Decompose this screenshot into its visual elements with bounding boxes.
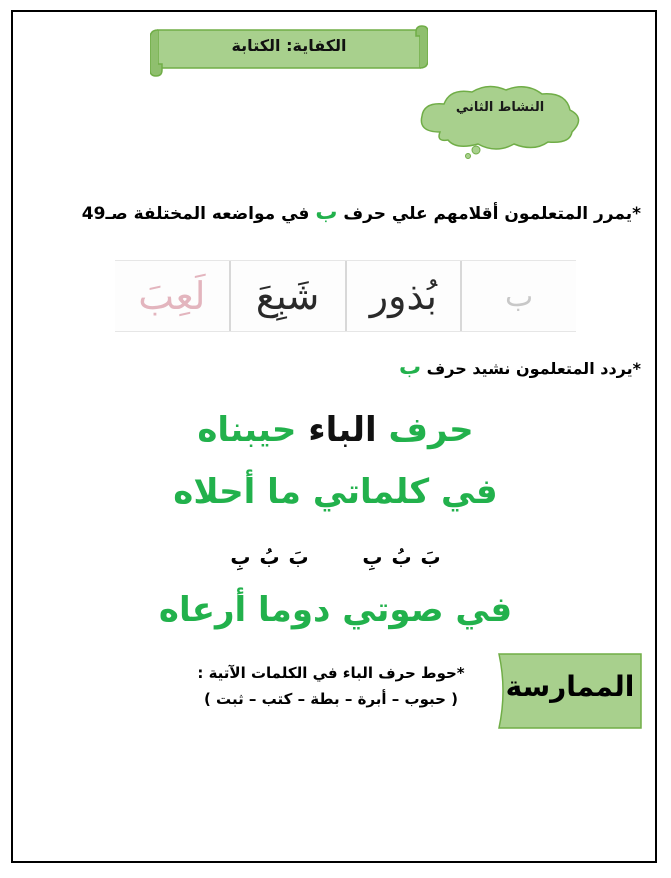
instruction2-prefix: *يردد المتعلمون نشيد حرف [426,359,641,378]
instruction2-letter: ب [398,355,422,380]
instruction1-suffix: في مواضعه المختلفة صـ49 [81,204,310,224]
word-cell: بُذور [345,261,461,331]
instruction1-letter: ب [315,200,338,225]
instruction-trace [21,200,641,225]
competency-banner [150,24,428,74]
word-cell: ب [460,261,576,331]
practice-task: *حوط حرف الباء في الكلمات الآتية : [197,664,465,682]
activity-cloud [410,82,590,160]
poem-line-2: في كلماتي ما أحلاه [173,472,498,512]
competency-label: الكفاية: الكتابة [231,36,347,55]
practice-label: الممارسة [505,670,635,703]
word-strip [115,260,576,332]
activity-label: النشاط الثاني [455,100,545,115]
poem-line1-b: الباء [308,410,377,450]
instruction-chant [399,355,641,380]
poem-line-4: في صوتي دوما أرعاه [158,590,513,630]
practice-instructions [171,660,491,712]
word-cell [115,261,229,331]
cloud-shape [410,82,590,160]
instruction1-prefix: *يمرر المتعلمون أقلامهم علي حرف [343,204,641,224]
practice-words: ( حبوب – أبرة – بطة – كتب – ثبت ) [203,690,458,708]
poem-line1-a: حرف [388,410,474,450]
word-cell-text: لَعِبَ [138,274,206,318]
word-cell: شَبِعَ [229,261,345,331]
poem-line-1 [0,410,671,450]
poem-line1-c: حيبناه [197,410,297,450]
poem-line-3: بَ بُ بِ بَ بُ بِ [230,545,441,569]
practice-box [495,650,645,732]
